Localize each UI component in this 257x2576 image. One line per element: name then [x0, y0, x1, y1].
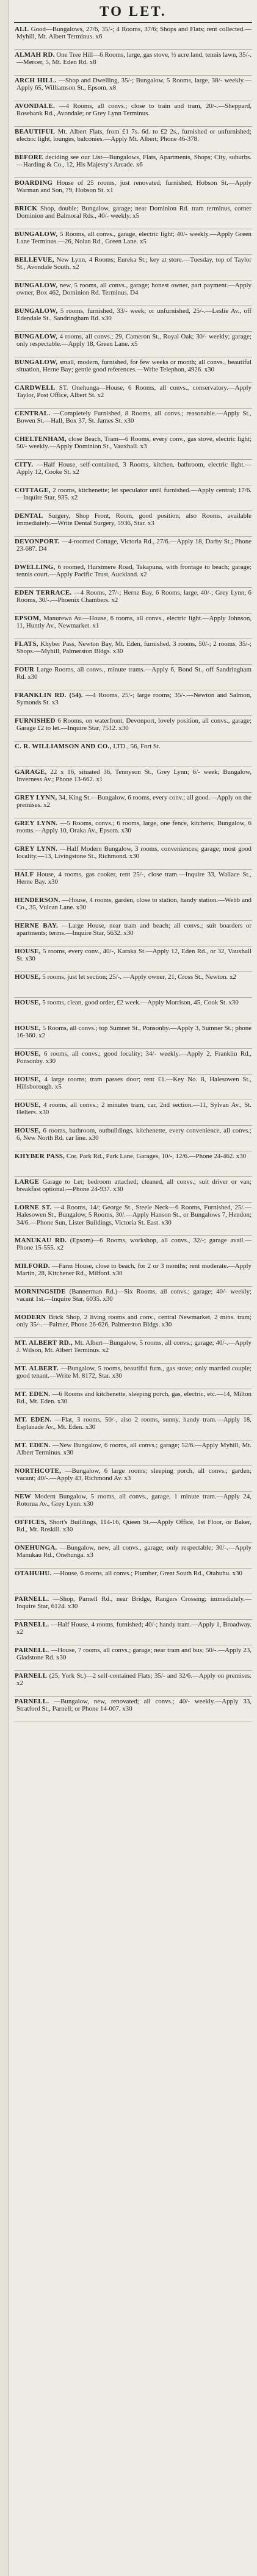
ad-keyword: COTTAGE, — [15, 487, 51, 494]
ad-keyword: BUNGALOW, — [15, 359, 58, 366]
ad-text: House, 4 rooms, gas cooker, rent 25/-, close tram.—Inquire 33, Wallace St., Herne Bay. x30 — [16, 871, 252, 886]
ad-text: —Flat, 3 rooms, 50/-, also 2 rooms, sunny, handy tram.—Apply 18, Esplanade Av., Mt. Eden. x30 — [16, 1416, 252, 1431]
ad-text: —4 Rooms, 25/-; large rooms; 35/-.—Newton and Salmon, Symonds St. x3 — [16, 692, 252, 707]
classified-ad — [14, 639, 252, 665]
ad-keyword: FLATS, — [15, 640, 38, 648]
ad-text: (25, York St.)—2 self-contained Flats; 35/- and 32/6.—Apply on premises. x2 — [16, 1672, 252, 1687]
ad-text: Surgery, Shop Front, Room, good position; also Rooms, available immediately.—Write Dental Surgery, 5936, Star. x3 — [16, 512, 252, 528]
ad-text: close Beach, Tram—6 Rooms, every conv., gas stove, electric light; 50/- weekly.—Apply Dominion St., Vauxhall. x3 — [16, 435, 252, 451]
classified-ad — [14, 24, 252, 50]
classified-ad — [14, 1697, 252, 1722]
classified-ad — [14, 946, 252, 972]
ad-text: —Shop, Parnell Rd., near Bridge, Rangers Crossing; immediately.—Inquire Star, 6124. x30 — [16, 1595, 252, 1611]
classified-ad — [14, 742, 252, 767]
ad-keyword: FURNISHED — [15, 717, 56, 724]
ad-text: 6 rooms, all convs.; good locality; 34/- weekly.—Apply 2, Franklin Rd., Ponsonby. x30 — [16, 1050, 252, 1065]
ad-text: Large Rooms, all convs., minute trams.—Apply 6, Bond St., off Sandringham Rd. x30 — [16, 666, 252, 681]
ad-keyword: LARGE — [15, 1178, 40, 1186]
ad-keyword: HOUSE, — [15, 1101, 41, 1109]
ad-text: —5 Rooms, convs.; 6 rooms, large, one fence, kitchens; Bungalow, 6 rooms.—Apply 10, Oraka Av., Epsom. x30 — [16, 820, 252, 835]
ad-keyword: ALMAH RD. — [15, 51, 55, 59]
ad-keyword: OTAHUHU. — [15, 1570, 52, 1577]
ad-keyword: PARNELL. — [15, 1621, 49, 1628]
classified-ad — [14, 998, 252, 1023]
ad-text: Garage to Let; bedroom attached; cleaned, all convs.; suit driver or van; breakfast optional.—Phone 24-937. x30 — [16, 1178, 252, 1193]
classified-ad — [14, 1645, 252, 1671]
classified-ad — [14, 895, 252, 921]
classified-ad — [14, 76, 252, 101]
ad-keyword: BEFORE — [15, 154, 43, 161]
classified-ad — [14, 460, 252, 485]
ad-text: 5 rooms, just let section; 25/-. —Apply owner, 21, Cross St., Newton. x2 — [42, 973, 236, 981]
classified-ad — [14, 767, 252, 793]
ad-keyword: BEAUTIFUL — [15, 128, 56, 135]
page-gutter — [0, 0, 9, 2576]
ad-keyword: HOUSE, — [15, 948, 41, 955]
classified-ad — [14, 972, 252, 998]
ad-keyword: MT. ALBERT RD., — [15, 1339, 73, 1347]
ad-text: 5 rooms, every conv., 40/-, Karaka St.—Apply 12, Eden Rd., or 32, Vauxhall St. x30 — [16, 948, 252, 963]
ad-text: Mt. Albert—Bungalow, 5 rooms, all convs.; garage; 40/-.—Apply J. Wilson, Mt. Albert Terminus. x2 — [16, 1339, 252, 1354]
classified-ad — [14, 511, 252, 537]
ad-keyword: BOARDING — [15, 179, 53, 187]
ad-text: —Bungalow, new, all convs., garage; only respectable; 30/-.—Apply Manukau Rd., Onehunga. x3 — [16, 1544, 252, 1559]
ad-keyword: BUNGALOW, — [15, 282, 58, 289]
classified-ad — [14, 614, 252, 639]
ad-keyword: BUNGALOW, — [15, 231, 58, 238]
ad-text: —House, 4 rooms, garden, close to station, handy station.—Webb and Co., 35, Vulcan Lane. x30 — [16, 896, 252, 912]
classified-ad — [14, 665, 252, 690]
classified-ad — [14, 588, 252, 614]
ad-keyword: CHELTENHAM, — [15, 435, 67, 443]
classified-ad — [14, 332, 252, 357]
ad-keyword: PARNELL. — [15, 1595, 49, 1603]
ad-text: —House, 7 rooms, all convs.; garage; near tram and bus; 50/-.—Apply 23, Gladstone Rd. x30 — [16, 1647, 252, 1662]
classified-ad — [14, 1364, 252, 1389]
classified-ad — [14, 1312, 252, 1338]
ad-keyword: MANUKAU RD. — [15, 1237, 67, 1244]
ad-keyword: HOUSE, — [15, 973, 41, 981]
ad-keyword: ONEHUNGA. — [15, 1544, 57, 1551]
classified-ad — [14, 1151, 252, 1177]
ad-text: —4-roomed Cottage, Victoria Rd., 27/6.—Apply 18, Darby St.; Phone 23-687. D4 — [16, 538, 252, 553]
ad-text: Mt. Albert Flats, from £1 7s. 6d. to £2 2s., furnished or unfurnished; electric light, lounges, balconies.—Apply Mt. Albert; Phone 46-378. — [16, 128, 252, 143]
classified-ad — [14, 1440, 252, 1466]
ad-keyword: HOUSE, — [15, 1076, 41, 1083]
classified-ad — [14, 1671, 252, 1697]
classified-ad — [14, 229, 252, 255]
ad-keyword: BUNGALOW, — [15, 307, 58, 315]
classified-ad — [14, 1492, 252, 1517]
ad-text: —Half House, 4 rooms, furnished; 40/-; handy tram.—Apply 1, Broadway. x2 — [16, 1621, 252, 1636]
ad-keyword: CITY. — [15, 461, 34, 468]
ad-keyword: PARNELL — [15, 1672, 48, 1680]
classified-ad — [14, 1594, 252, 1620]
ad-text: LTD., 56, Fort St. — [113, 743, 161, 750]
ad-text: —Half House, self-contained, 3 Rooms, kitchen, bathroom, electric light.—Apply 12, Cooke St. x2 — [16, 461, 252, 476]
classified-ad — [14, 1620, 252, 1645]
ads-column — [14, 24, 252, 1722]
classified-ad — [14, 485, 252, 511]
ad-keyword: FRANKLIN RD. (54). — [15, 692, 83, 699]
ad-text: 34, King St.—Bungalow, 6 rooms, every conv.; all good.—Apply on the premises. x2 — [16, 794, 252, 809]
ad-keyword: AVONDALE. — [15, 102, 56, 110]
ad-keyword: HERNE BAY. — [15, 922, 59, 929]
ad-keyword: CARDWELL — [15, 384, 56, 392]
ad-keyword: PARNELL. — [15, 1698, 49, 1705]
ad-text: small, modern, furnished, for few weeks or month; all convs., beautiful situation, Herne Bay; gentle good references.—Write Telephon, 4926. x30 — [16, 359, 252, 374]
classified-ad — [14, 357, 252, 383]
ad-text: 5 rooms, clean, good order, £2 week.—Apply Morrison, 45, Cook St. x30 — [42, 999, 239, 1006]
classified-ad — [14, 383, 252, 409]
ad-text: —4 Rooms, 14/; George St., Steele Neck—6 Rooms, Furnished, 25/.—Halesowen St., Bungalow, 5 Rooms, 30/.—Apply Hanson St., or Bungalows 7, Hendon; 34/6.—Phone Sun, Lister Buildings, Victoria St. East. x30 — [16, 1204, 252, 1226]
ad-text: 6 roomed, Hurstmere Road, Takapuna, with frontage to beach; garage; tennis court.—Apply Pacific Trust, Auckland. x2 — [16, 564, 252, 579]
ad-text: —Bungalow, 5 rooms, beautiful furn., gas stove; only married couple; good tenant.—Write M. 8172, Star. x30 — [16, 1365, 252, 1380]
ad-keyword: FOUR — [15, 666, 35, 673]
classified-ad — [14, 306, 252, 332]
ad-text: —Half Modern Bungalow, 3 rooms, conveniences; garage; most good locality.—13, Livingstone St., Richmond. x30 — [16, 845, 252, 860]
ad-text: 5 Rooms, all convs.; top Sumner St., Ponsonby.—Apply 3, Sumner St.; phone 16-360. x2 — [16, 1025, 252, 1040]
classified-ad — [14, 1287, 252, 1312]
ad-text: —Bungalow, 6 large rooms; sleeping porch, all convs.; garden; vacant; 40/-.—Apply 43, Richmond Av. x3 — [16, 1467, 252, 1483]
ad-text: Short's Buildings, 114-16, Queen St.—Apply Office, 1st Floor, or Baker, Rd., Mt. Roskill. x30 — [16, 1519, 252, 1534]
ad-text: 6 rooms, bathroom, outbuildings, kitchenette, every convenience, all convs.; 6, New North Rd. car line. x30 — [16, 1127, 252, 1142]
classified-ad — [14, 1049, 252, 1075]
ad-text: 5 Rooms, all convs., garage, electric light; 40/- weekly.—Apply Green Lane Terminus.—26, Nolan Rd., Green Lane. x5 — [16, 231, 252, 246]
ad-keyword: MT. EDEN. — [15, 1416, 52, 1423]
ad-text: —Completely Furnished, 8 Rooms, all convs.; reasonable.—Apply St., Bowen St.—Hall, Box 37, St. James St. x30 — [16, 410, 252, 425]
classified-ad — [14, 1177, 252, 1203]
ad-keyword: DWELLING, — [15, 564, 56, 571]
classified-ad — [14, 281, 252, 306]
ad-text: —4 Rooms, 27/-; Herne Bay, 6 Rooms, large, 40/-; Grey Lynn, 6 Rooms, 30/-.—Phoenix Chambers. x2 — [16, 589, 252, 604]
ad-keyword: DEVONPORT. — [15, 538, 60, 545]
ad-keyword: CENTRAL. — [15, 410, 51, 417]
ad-keyword: HALF — [15, 871, 34, 878]
ad-keyword: DENTAL — [15, 512, 43, 520]
ad-text: Modern Bungalow, 5 rooms, all convs., garage, 1 minute tram.—Apply 24, Rotorua Av., Grey Lynn. x30 — [16, 1493, 252, 1508]
ad-text: 5 rooms, furnished, 33/- week; or unfurnished, 25/-.—Leslie Av., off Edendale St., Sandringham Rd. x30 — [16, 307, 252, 323]
classified-ad — [14, 1338, 252, 1364]
ad-text: —Large House, near tram and beach; all convs.; suit boarders or apartments; terms.—Inquire Star, 5632. x30 — [16, 922, 252, 937]
ad-keyword: HOUSE, — [15, 1025, 41, 1032]
ad-keyword: ALL — [15, 26, 29, 33]
ad-text: 6 Rooms, on waterfront, Devonport, lovely position, all convs., garage; Garage £2 to let.—Inquire Star, 7512. x30 — [16, 717, 252, 732]
classified-ad — [14, 562, 252, 588]
ad-keyword: MODERN — [15, 1314, 46, 1321]
classified-ad — [14, 537, 252, 562]
ad-text: 4 rooms, all convs.; 29, Cameron St., Royal Oak; 30/- weekly; garage; only respectable.—Apply 18, Green Lane. x5 — [16, 333, 252, 348]
ad-text: —Shop and Dwelling, 35/-; Bungalow, 5 Rooms, large, 38/- weekly.—Apply 65, Williamson St., Epsom. x8 — [16, 77, 252, 92]
ad-text: Cor. Park Rd., Park Lane, Garages, 10/-, 12/6.—Phone 24-462. x30 — [66, 1153, 247, 1160]
ad-keyword: HOUSE, — [15, 999, 41, 1006]
classified-ad — [14, 1569, 252, 1594]
ad-keyword: GREY LYNN. — [15, 845, 58, 853]
ad-text: —6 Rooms and kitchenette, sleeping porch, gas, electric, etc.—14, Milton Rd., Mt. Eden. x30 — [16, 1390, 252, 1406]
ad-text: 22 x 16, situated 36, Tennyson St., Grey Lynn; 6/- week; Bungalow, Inverness Av.; Phone 13-662. x1 — [16, 768, 252, 784]
classified-ad — [14, 127, 252, 152]
classified-ad — [14, 204, 252, 229]
ad-text: New Lynn, 4 Rooms; Eureka St.; key at store.—Tuesday, top of Taylor St., Avondale South. x2 — [16, 256, 252, 271]
ad-text: Good—Bungalows, 27/6, 35/-; 4 Rooms, 37/6; Shops and Flats; rent collected.—Myhill, Mt. Albert Terminus. x6 — [16, 26, 252, 41]
ad-text: —New Bungalow, 6 rooms, all convs.; garage; 52/6.—Apply Myhill, Mt. Albert Terminus. x30 — [16, 1442, 252, 1457]
section-heading: TO LET. — [14, 2, 252, 23]
ad-text: 4 large rooms; tram passes door; rent £1.—Key No. 8, Halesowen St., Hillsborough. x5 — [16, 1076, 252, 1091]
classified-ad — [14, 152, 252, 178]
ad-keyword: BELLEVUE, — [15, 256, 54, 263]
ad-keyword: BUNGALOW, — [15, 333, 58, 340]
ad-text: 4 rooms, all convs.; 2 minutes tram, car, 2nd section.—11, Sylvan Av., St. Heliers. x30 — [16, 1101, 252, 1117]
classified-ad — [14, 1415, 252, 1440]
ad-keyword: NEW — [15, 1493, 31, 1500]
classified-ad — [14, 1517, 252, 1543]
classified-ad — [14, 1126, 252, 1151]
ad-text: new, 5 rooms, all convs., garage; honest owner, part payment.—Apply owner, Box 462, Dominion Rd. Terminus. D4 — [16, 282, 252, 297]
ad-keyword: GREY LYNN, — [15, 794, 57, 801]
ad-text: One Tree Hill—6 Rooms, large, gas stove, ½ acre land, tennis lawn, 35/-.—Mercer, 5, Mt. Eden Rd. x8 — [16, 51, 252, 66]
ad-keyword: GREY LYNN. — [15, 820, 58, 827]
ad-text: —House, 6 rooms, all convs.; Plumber, Great South Rd., Otahuhu. x30 — [53, 1570, 242, 1577]
ad-keyword: EDEN TERRACE. — [15, 589, 72, 596]
classified-ad — [14, 255, 252, 281]
ad-keyword: MILFORD. — [15, 1262, 50, 1270]
classified-ad — [14, 1466, 252, 1492]
ad-keyword: NORTHCOTE, — [15, 1467, 62, 1475]
classified-ad — [14, 1389, 252, 1415]
ad-text: —4 Rooms, all convs.; close to train and tram, 20/-.—Sheppard, Rosebank Rd., Avondale; or Grey Lynn Terminus. — [16, 102, 252, 118]
ad-text: deciding see our List—Bungalows, Flats, Apartments, Shops; City, suburbs.—Harding & Co., 12, His Majesty's Arcade. x6 — [16, 154, 252, 169]
ad-keyword: HOUSE, — [15, 1050, 41, 1057]
ad-keyword: LORNE ST. — [15, 1204, 52, 1211]
ad-keyword: HENDERSON. — [15, 896, 60, 904]
ad-keyword: BRICK — [15, 205, 38, 212]
ad-keyword: MT. EDEN. — [15, 1442, 51, 1449]
ad-text: —Bungalow, new, renovated; all convs.; 40/- weekly.—Apply 33, Stratford St., Parnell; or Phone 14-007. x30 — [16, 1698, 252, 1713]
ad-text: Manurewa Av.—House, 6 rooms, all convs., electric light.—Apply Johnson, 11, Huntly Av., Newmarket. x1 — [16, 615, 252, 630]
ad-keyword: KHYBER PASS, — [15, 1153, 65, 1160]
ad-text: Shop, double; Bungalow, garage; near Dominion Rd. tram terminus, corner Dominion and Balmoral Rds., 40/- weekly. x5 — [16, 205, 252, 220]
classified-ad — [14, 434, 252, 460]
ad-text: 2 rooms, kitchenette; let speculator until furnished.—Apply central; 17/6.—Inquire Star, 935. x2 — [16, 487, 252, 502]
ad-text: (Bannerman Rd.)—Six Rooms, all convs.; garage; 40/- weekly; vacant 1st.—Inquire Star, 6035. x30 — [16, 1288, 252, 1303]
ad-keyword: MT. ALBERT. — [15, 1365, 59, 1372]
ad-keyword: MT. EDEN. — [15, 1390, 51, 1398]
classified-ad — [14, 793, 252, 818]
classified-ad — [14, 1023, 252, 1049]
ad-keyword: PARNELL. — [15, 1647, 49, 1654]
classified-ad — [14, 818, 252, 844]
classified-ad — [14, 1100, 252, 1126]
classified-ad — [14, 690, 252, 716]
ad-text: ST. Onehunga—House, 6 Rooms, all convs., conservatory.—Apply Taylor, Post Office, Albert St. x2 — [16, 384, 252, 399]
classified-ad — [14, 1261, 252, 1287]
ad-keyword: OFFICES, — [15, 1519, 47, 1526]
ad-text: —Farm House, close to beach, for 2 or 3 months; rent moderate.—Apply Martin, 28, Kitchener Rd., Milford. x30 — [16, 1262, 252, 1278]
ad-text: Brick Shop, 2 living rooms and conv., central Newmarket, 2 mins. tram; only 35/-.—Palmer, Phone 26-626, Palmerston Bldgs. x30 — [16, 1314, 252, 1329]
classified-ad — [14, 178, 252, 204]
ad-text: (Epsom)—6 Rooms, workshop, all convs., 32/-; garage avail.—Phone 15-555. x2 — [16, 1237, 252, 1252]
classified-ad — [14, 1236, 252, 1261]
ad-keyword: C. R. WILLIAMSON AND CO., — [15, 743, 112, 750]
classified-ad — [14, 101, 252, 127]
classified-ad — [14, 716, 252, 742]
classified-ad — [14, 1203, 252, 1236]
ad-keyword: GARAGE, — [15, 768, 47, 776]
ad-text: House of 25 rooms, just renovated; furnished, Hobson St.—Apply Warman and Son, 79, Hobson St. x1 — [16, 179, 252, 195]
classified-ad — [14, 50, 252, 76]
classified-ad — [14, 844, 252, 870]
ad-keyword: EPSOM, — [15, 615, 42, 622]
ad-text: Khyber Pass, Newton Bay, Mt. Eden, furnished, 3 rooms, 50/-; 2 rooms, 35/-; Shops.—Myhill, Palmerston Bldgs. x30 — [16, 640, 252, 656]
classified-ad — [14, 409, 252, 434]
ad-keyword: ARCH HILL. — [15, 77, 57, 84]
ad-keyword: HOUSE, — [15, 1127, 41, 1134]
ad-keyword: MORNINGSIDE — [15, 1288, 66, 1295]
classified-ad — [14, 870, 252, 895]
classified-ad — [14, 921, 252, 946]
classified-ad — [14, 1543, 252, 1569]
classified-ad — [14, 1075, 252, 1100]
